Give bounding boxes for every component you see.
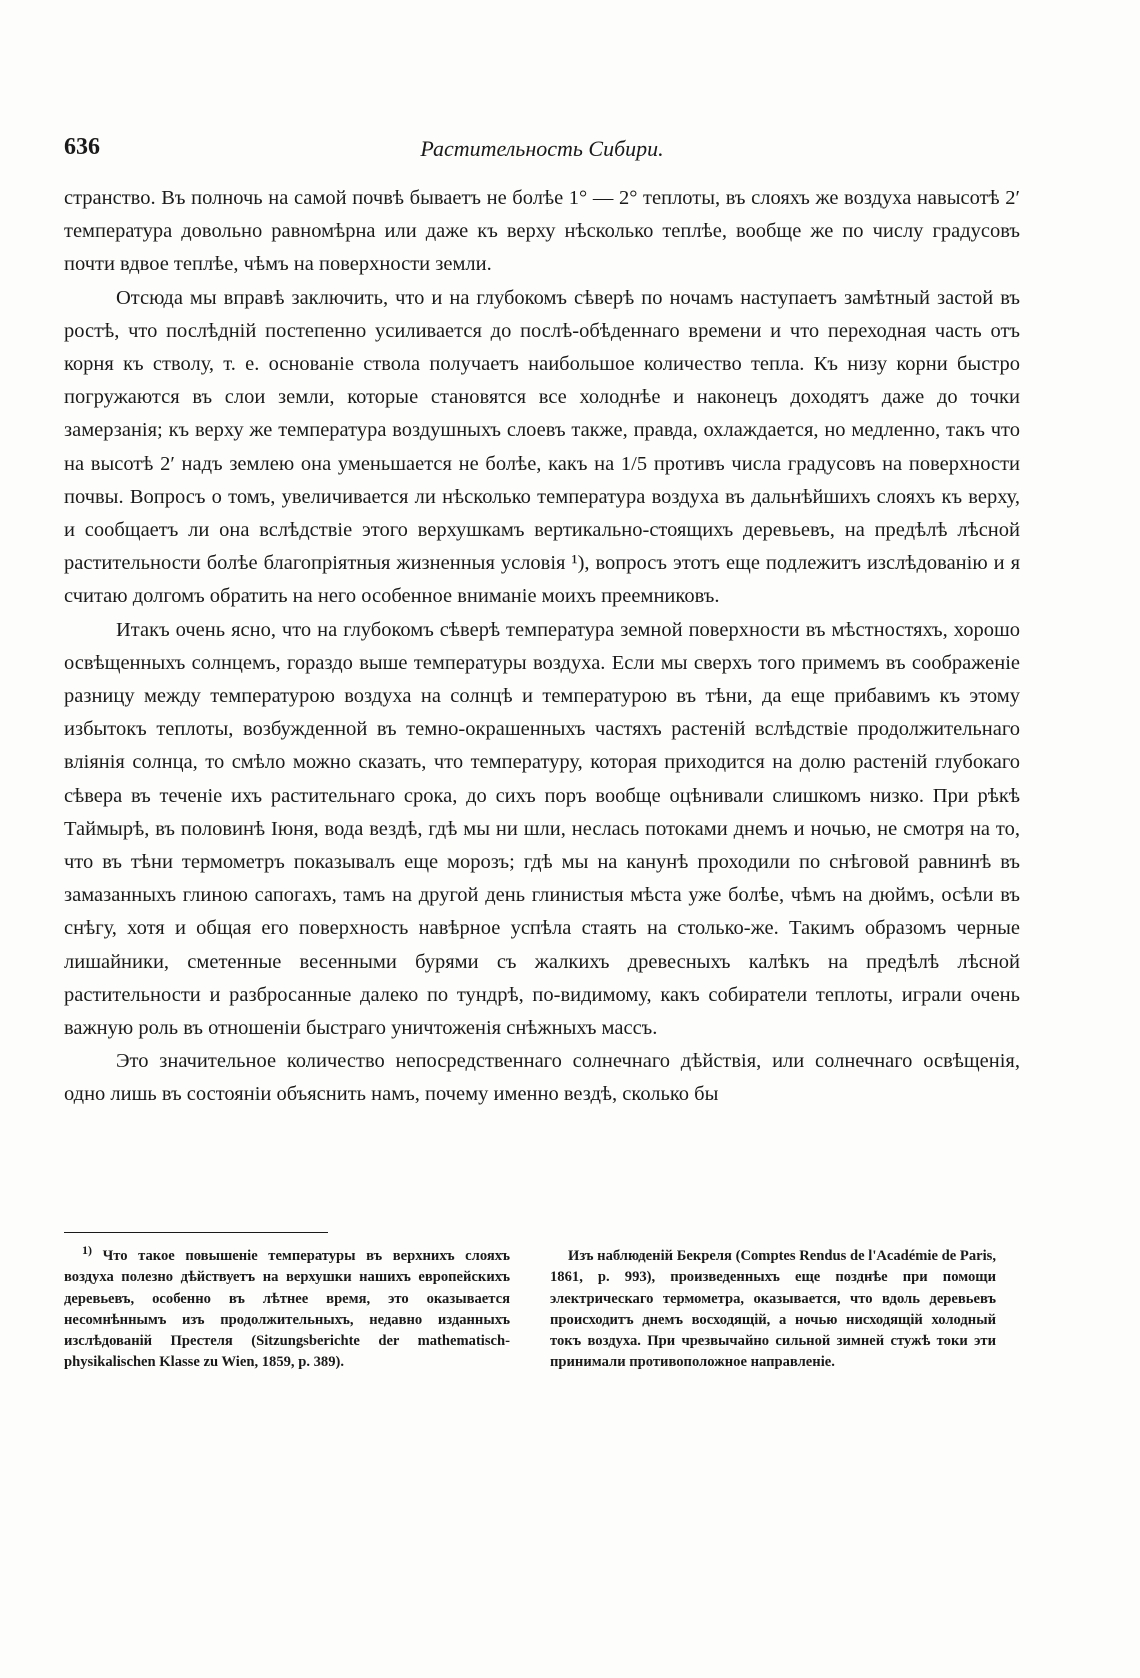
paragraph-4: Это значительное количество непосредственнаго солнечнаго дѣйствiя, или солнечнаго освѣщенiя, одно лишь въ состоянiи объяснить намъ, почему именно вездѣ, сколько бы [64, 1050, 1020, 1106]
paragraph-3: Итакъ очень ясно, что на глубокомъ сѣверѣ температура земной поверхности въ мѣстностяхъ, хорошо освѣщенныхъ солнцемъ, гораздо выше температуры воздуха. Если мы сверхъ того примемъ въ соображенiе разницу между температурою воздуха на солнцѣ и температурою въ тѣни, да еще прибавимъ къ этому избытокъ теплоты, возбужденной въ темно-окрашенныхъ частяхъ растенiй вслѣдствiе продолжительнаго влiянiя солнца, то смѣло можно сказать, что температуру, которая приходится на долю растенiй глубокаго сѣвера въ теченiе ихъ растительнаго срока, до сихъ поръ вообще оцѣнивали слишкомъ низко. При рѣкѣ Таймырѣ, въ половинѣ Iюня, вода вездѣ, гдѣ мы ни шли, неслась потоками днемъ и ночью, не смотря на то, что въ тѣни термометръ показывалъ еще морозъ; гдѣ мы на канунѣ проходили по снѣговой равнинѣ въ замазанныхъ глиною сапогахъ, тамъ на другой день глинистыя мѣста уже болѣе, чѣмъ на дюймъ, осѣли въ снѣгу, хотя и общая его поверхность навѣрное успѣла стаять на столько-же. Такимъ образомъ черные лишайники, сметенные весенными бурями съ жалкихъ древесныхъ калѣкъ на предѣлѣ лѣсной растительности и разбросанные далеко по тундрѣ, по-видимому, какъ собиратели теплоты, играли очень важную роль въ отношенiи быстраго уничтоженiя снѣжныхъ массъ. [64, 618, 1020, 1040]
footnote-text-left: Что такое повышенiе температуры въ верхнихъ слояхъ воздуха полезно дѣйствуетъ на верхушки нашихъ европейскихъ деревьевъ, особенно въ лѣтнее время, это оказывается несомнѣннымъ изъ продолжительныхъ, недавно изданныхъ изслѣдованiй Престеля (Sitzungsberichte der mathematisch-physikalischen Klasse zu Wien, 1859, p. 389). [64, 1248, 510, 1371]
page-number: 636 [64, 134, 100, 160]
page-header [64, 134, 1020, 174]
footnote-text-right: Изъ наблюденiй Бекреля (Comptes Rendus de l'Académie de Paris, 1861, p. 993), произведенныхъ еще позднѣе при помощи электрическаго термометра, оказывается, что вдоль деревьевъ происходитъ днемъ восходящiй, а ночью нисходящiй холодный токъ воздуха. При чрезвычайно сильной зимней стужѣ токи эти принимали противоположное направленiе. [550, 1248, 996, 1371]
footnote-column-left [64, 1243, 510, 1374]
running-title: Растительность Сибири. [420, 136, 664, 161]
paragraph-2: Отсюда мы вправѣ заключить, что и на глубокомъ сѣверѣ по ночамъ наступаетъ замѣтный застой въ ростѣ, что послѣднiй постепенно усиливается до послѣ-обѣденнаго времени и что переходная часть отъ корня къ стволу, т. е. основанiе ствола получаетъ наибольшое количество тепла. Къ низу корни быстро погружаются въ слои земли, которые становятся все холоднѣе и наконецъ доходятъ даже до точки замерзанiя; къ верху же температура воздушныхъ слоевъ также, правда, охлаждается, но медленно, такъ что на высотѣ 2′ надъ землею она уменьшается не болѣе, какъ на 1/5 противъ числа градусовъ на поверхности почвы. Вопросъ о томъ, увеличивается ли нѣсколько температура воздуха въ дальнѣйшихъ слояхъ къ верху, и сообщаетъ ли она вслѣдствiе этого верхушкамъ вертикально-стоящихъ деревьевъ, на предѣлѣ лѣсной растительности болѣе благопрiятныя жизненныя условiя ¹), вопросъ этотъ еще подлежитъ изслѣдованiю и я считаю долгомъ обратить на него особенное вниманiе моихъ преемниковъ. [64, 286, 1020, 608]
footnote-divider [64, 1232, 328, 1233]
paragraph-1: странство. Въ полночь на самой почвѣ бываетъ не болѣе 1° — 2° теплоты, въ слояхъ же воздуха навысотѣ 2′ температура довольно равномѣрна или даже къ верху нѣсколько теплѣе, вообще же по числу градусовъ почти вдвое теплѣе, чѣмъ на поверхности земли. [64, 187, 1020, 276]
footnote-column-right [550, 1246, 996, 1374]
footnotes [64, 1243, 1020, 1426]
body-text [64, 182, 1020, 1112]
footnote-mark: 1) [82, 1243, 92, 1258]
